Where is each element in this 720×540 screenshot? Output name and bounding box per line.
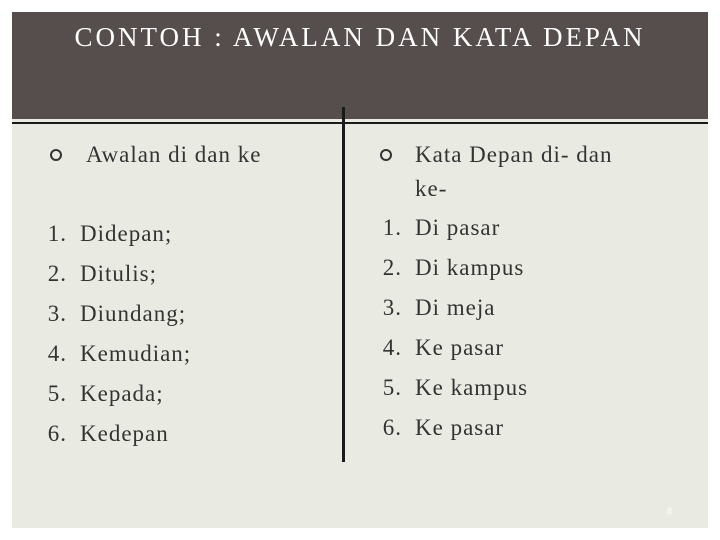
list-text: Ke pasar [415, 335, 505, 360]
slide [12, 12, 708, 528]
list-item [372, 328, 702, 368]
slide-title: CONTOH : AWALAN DAN KATA DEPAN [74, 22, 646, 52]
page-number: 8 [667, 506, 673, 516]
list-item [372, 408, 702, 448]
list-text: Didepan; [80, 221, 173, 246]
right-heading-line2: ke- [415, 176, 448, 201]
left-heading: Awalan di dan ke [86, 142, 262, 167]
list-number: 1. [47, 221, 67, 246]
list-item [372, 248, 702, 288]
list-text: Kedepan [80, 421, 169, 446]
list-number: 5. [382, 375, 402, 400]
list-text: Ditulis; [80, 261, 158, 286]
left-column [12, 12, 342, 528]
list-number: 5. [47, 381, 67, 406]
list-number: 6. [382, 415, 402, 440]
list-text: Di pasar [415, 215, 501, 240]
right-heading-line1: Kata Depan di- dan [415, 142, 613, 167]
list-number: 2. [47, 261, 67, 286]
list-item [372, 288, 702, 328]
list-text: Di kampus [415, 255, 525, 280]
list-number: 2. [382, 255, 402, 280]
list-item [37, 254, 337, 294]
list-item [37, 414, 337, 454]
list-text: Ke kampus [415, 375, 529, 400]
list-text: Ke pasar [415, 415, 505, 440]
list-text: Kepada; [80, 381, 164, 406]
list-text: Diundang; [80, 301, 187, 326]
circle-bullet-icon [380, 149, 392, 161]
list-number: 1. [382, 215, 402, 240]
list-item [37, 214, 337, 254]
list-number: 3. [47, 301, 67, 326]
list-number: 4. [47, 341, 67, 366]
list-text: Kemudian; [80, 341, 192, 366]
list-item [372, 368, 702, 408]
list-number: 6. [47, 421, 67, 446]
right-list [372, 208, 702, 448]
right-column [345, 12, 708, 528]
circle-bullet-icon [50, 149, 62, 161]
list-item [37, 294, 337, 334]
list-number: 4. [382, 335, 402, 360]
list-number: 3. [382, 295, 402, 320]
list-item [372, 208, 702, 248]
list-item [37, 374, 337, 414]
list-item [37, 334, 337, 374]
list-text: Di meja [415, 295, 496, 320]
left-list [37, 214, 337, 454]
